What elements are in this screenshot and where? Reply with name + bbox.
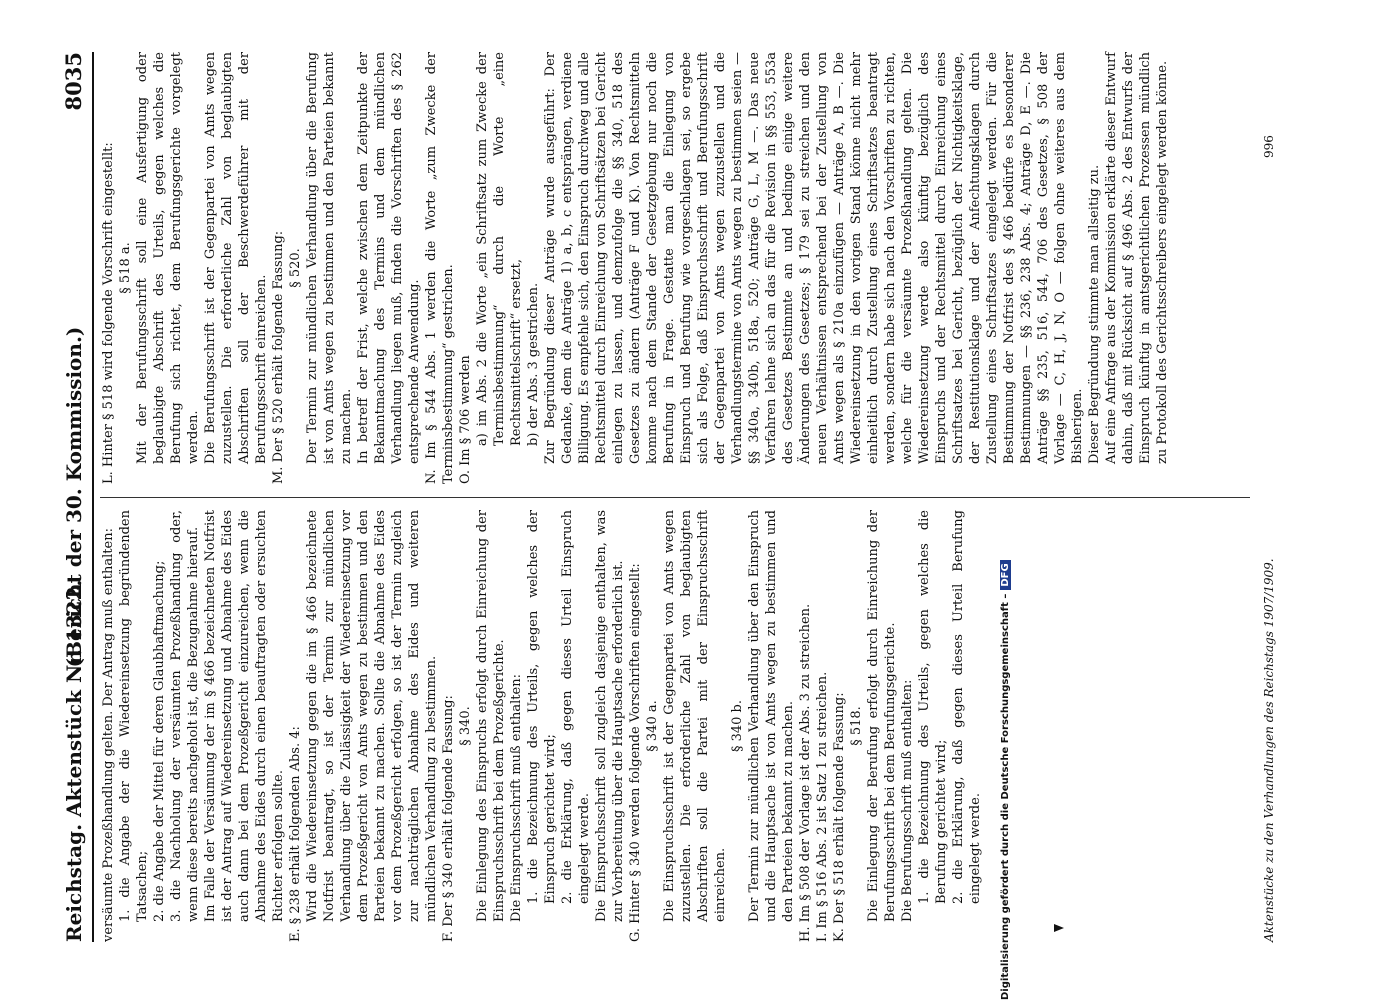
- list-item: 1. die Bezeichnung des Urteils, gegen welches die Berufung gerichtet wird;: [917, 510, 949, 904]
- footnote: Aktenstücke zu den Verhandlungen des Reichstags 1907/1909.: [1262, 558, 1276, 942]
- section-heading: M. Der § 520 erhält folgende Fassung:: [271, 230, 286, 484]
- left-column: [100, 510, 1250, 942]
- list-item: a) im Abs. 2 die Worte „ein Schriftsatz zum Zwecke der Terminsbestimmung“ durch die Worte „eine Rechtsmittelschrift“ ersetzt,: [475, 52, 524, 446]
- section-heading: L. Hinter § 518 wird folgende Vorschrift eingestellt:: [101, 142, 116, 484]
- paragraph: Zur Begründung dieser Anträge wurde ausgeführt: Der Gedanke, dem die Anträge 1) a, b, c entsprängen, verdiene Billigung. Es empfehle sich, den Einspruch durchweg und alle Rechtsmittel durch Einreichung von Schriftsätzen bei Gericht einlegen zu lassen, und demzufolge die §§ 340, 518 des Gesetzes zu ändern (Anträge F und K). Von Rechtsmitteln komme nach dem Stande der Gesetzgebung nur noch die Berufung in Frage. Gestatte man die Einlegung von Einspruch und Berufung wie vorgeschlagen sei, so ergebe sich als Folge, daß Einspruchsschrift und Berufungsschrift der Gegenpartei von Amts wegen zuzustellen und die Verhandlungstermine von Amts wegen zu bestimmen seien — §§ 340a, 340b, 518a, 520; Anträge G, L, M —. Das neue Verfahren lehne sich an das für die Revision in §§ 553, 553a des Gesetzes Bestimmte an und bedinge einige weitere Änderungen des Gesetzes; § 179 sei zu streichen und den neuen Verhältnissen entsprechend bei der Zustellung von Amts wegen als § 210a einzufügen — Anträge A, B —. Die Wiedereinsetzung in den vorigen Stand könne nicht mehr einheitlich durch Zustellung eines Schriftsatzes beantragt werden, sondern habe sich nach den Vorschriften zu richten, welche für die versäumte Prozeßhandlung gelten. Die Wiedereinsetzung werde also künftig bezüglich des Einspruchs und der Rechtsmittel durch Einreichung eines Schriftsatzes bei Gericht, bezüglich der Nichtigkeitsklage, der Restitutionsklage und der Anfechtungsklagen durch Zustellung eines Schriftsatzes eingelegt werden. Für die Bestimmung der Notfrist des § 466 bedürfe es besonderer Bestimmungen — §§ 236, 238 Abs. 4; Anträge D, E —. Die Anträge §§ 235, 516, 544, 706 des Gesetzes, § 508 der Vorlage — C, H, J, N, O — folgen ohne weiteres aus dem Bisherigen.: [543, 52, 1085, 464]
- paragraph-number: § 518.: [849, 706, 864, 746]
- section-heading: N. Im § 544 Abs. 1 werden die Worte „zum Zwecke der Terminsbestimmung“ gestrichen.: [424, 52, 456, 484]
- paragraph: Die Berufungsschrift muß enthalten:: [900, 679, 915, 922]
- paragraph: Die Einspruchsschrift ist der Gegenpartei von Amts wegen zuzustellen. Die erforderliche Zahl von beglaubigten Abschriften soll die Partei mit der Einspruchsschrift einreichen.: [662, 510, 728, 922]
- page-header: [52, 52, 94, 942]
- paragraph: versäumte Prozeßhandlung gelten. Der Antrag muß enthalten:: [101, 528, 116, 942]
- credit-text: Digitalisierung gefördert durch die Deutsche Forschungsgemeinschaft –: [1000, 593, 1011, 1000]
- paragraph: Der Termin zur mündlichen Verhandlung über den Einspruch und die Hauptsache ist von Amts wegen zu bestimmen und den Parteien bekannt zu machen.: [747, 510, 796, 922]
- paragraph: Die Einlegung der Berufung erfolgt durch Einreichung der Berufungsschrift bei dem Berufungsgerichte.: [866, 510, 898, 922]
- list-item: 1. die Angabe der die Wiedereinsetzung begründenden Tatsachen;: [118, 510, 150, 922]
- paragraph: Wird die Wiedereinsetzung gegen die im § 466 bezeichnete Notfrist beantragt, so ist der Termin zur mündlichen Verhandlung über die Zulässigkeit der Wiedereinsetzung vor dem Prozeßgericht von Amts wegen zu bestimmen und den Parteien bekannt zu machen. Sollte die Abnahme des Eides vor dem Prozeßgericht erfolgen, so ist der Termin zugleich zur nachträglichen Abnahme des Eides und weiteren mündlichen Verhandlung zu bestimmen.: [305, 510, 439, 922]
- section-heading: I. Im § 516 Abs. 2 ist Satz 1 zu streichen.: [815, 671, 830, 942]
- paragraph: Dieser Begründung stimmte man allseitig zu.: [1087, 164, 1102, 464]
- section-heading: G. Hinter § 340 werden folgende Vorschriften eingestellt:: [628, 563, 643, 942]
- digitization-credit: [1000, 20, 1028, 1000]
- paragraph: Mit der Berufungsschrift soll eine Ausfertigung oder beglaubigte Abschrift des Urteils, gegen welches die Berufung sich richtet, dem Berufungsgerichte vorgelegt werden.: [135, 52, 201, 464]
- section-heading: K. Der § 518 erhält folgende Fassung:: [832, 692, 847, 942]
- list-item: 3. die Nachholung der versäumten Prozeßhandlung oder, wenn diese bereits nachgeholt ist, die Bezugnahme hierauf.: [169, 510, 201, 922]
- list-item: 2. die Erklärung, daß gegen dieses Urteil Berufung eingelegt werde.: [951, 510, 983, 904]
- paragraph-number: § 520.: [288, 248, 303, 288]
- list-item: 2. die Angabe der Mittel für deren Glaubhaftmachung;: [152, 560, 167, 922]
- section-heading: E. § 238 erhält folgenden Abs. 4:: [288, 726, 303, 942]
- column-divider: [100, 497, 1250, 498]
- paragraph-number: § 340.: [458, 706, 473, 746]
- section-heading: H. Im § 508 der Vorlage ist der Abs. 3 zu streichen.: [798, 603, 813, 942]
- paragraph-number: § 340 a.: [645, 700, 660, 752]
- paragraph-number: § 340 b.: [730, 699, 745, 753]
- header-title: (Bericht der 30. Kommission.): [62, 326, 86, 668]
- right-column: [100, 52, 1250, 484]
- paragraph-number: § 518 a.: [118, 242, 133, 294]
- dfg-logo: DFG: [1000, 560, 1011, 589]
- paragraph: Der Termin zur mündlichen Verhandlung über die Berufung ist von Amts wegen zu bestimmen und den Parteien bekannt zu machen.: [305, 52, 354, 464]
- bottom-page-number: 996: [1262, 135, 1276, 158]
- page-number: 8035: [61, 52, 86, 111]
- section-heading: F. Der § 340 erhält folgende Fassung:: [441, 695, 456, 942]
- paragraph: Die Einspruchsschrift muß enthalten:: [509, 674, 524, 922]
- header-left: Reichstag. Aktenstück Nr. 1322.: [62, 579, 86, 942]
- list-item: b) der Abs. 3 gestrichen.: [526, 282, 541, 446]
- paragraph: In betreff der Frist, welche zwischen dem Zeitpunkte der Bekanntmachung des Termins und dem mündlichen Verhandlung liegen muß, finden die Vorschriften des § 262 entsprechende Anwendung.: [356, 52, 422, 464]
- list-item: 1. die Bezeichnung des Urteils, gegen welches der Einspruch gerichtet wird;: [526, 510, 558, 904]
- list-item: 2. die Erklärung, daß gegen dieses Urteil Einspruch eingelegt werde.: [560, 510, 592, 904]
- paragraph: Die Einspruchsschrift soll zugleich dasjenige enthalten, was zur Vorbereitung über die Hauptsache erforderlich ist.: [594, 510, 626, 922]
- paragraph: Im Falle der Versäumung der im § 466 bezeichneten Notfrist ist der Antrag auf Wiedereinsetzung und Abnahme des Eides auch dann bei dem Prozeßgericht einzureichen, wenn die Abnahme des Eides durch einen beauftragten oder ersuchten Richter erfolgen sollte.: [203, 510, 286, 922]
- paragraph: Die Berufungsschrift ist der Gegenpartei von Amts wegen zuzustellen. Die erforderliche Zahl von beglaubigten Abschriften soll der Beschwerdeführer mit der Berufungsschrift einreichen.: [203, 52, 269, 464]
- paragraph: Auf eine Anfrage aus der Kommission erklärte dieser Entwurf dahin, daß mit Rücksicht auf § 496 Abs. 2 des Entwurfs der Einspruch künftig in amtsgerichtlichen Prozessen mündlich zu Protokoll des Gerichtsschreibers eingelegt werden könne.: [1104, 52, 1170, 464]
- paragraph: Die Einlegung des Einspruchs erfolgt durch Einreichung der Einspruchsschrift bei dem Prozeßgerichte.: [475, 510, 507, 922]
- arrow-marker-icon: [1053, 922, 1065, 934]
- section-heading: O. Im § 706 werden: [458, 355, 473, 484]
